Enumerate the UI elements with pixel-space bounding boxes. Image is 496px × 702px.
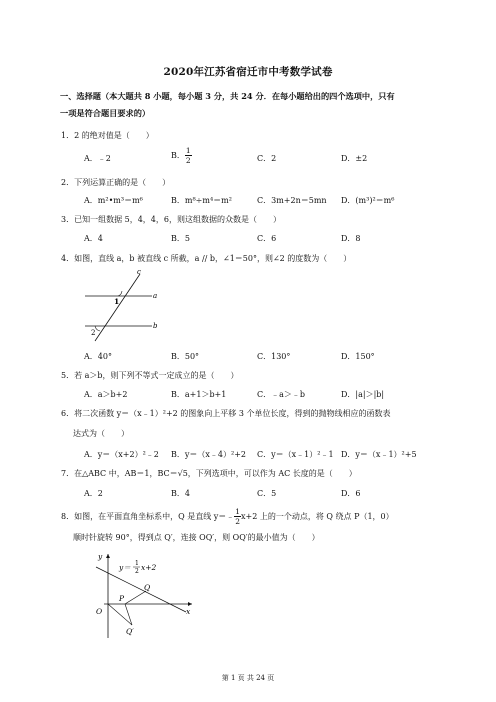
page-footer: 第 1 页 共 24 页: [221, 674, 275, 682]
q3-option-d: D．8: [341, 234, 361, 243]
q8-coordinate-figure: [86, 550, 196, 640]
point-q-prime-label: Q′: [126, 627, 134, 636]
q4-option-d: D．150°: [341, 352, 375, 361]
q4-parallel-lines-figure: [82, 265, 172, 345]
angle-2-label: 2: [91, 329, 96, 337]
section-heading: [60, 88, 440, 122]
q8-stem-fraction-numerator: 1: [235, 507, 241, 516]
q8-stem-suffix: x+2 上的一个动点，将 Q 绕点 P（1，0）: [241, 512, 394, 521]
x-axis-label: x: [186, 607, 191, 616]
q7-option-c: C．5: [257, 489, 277, 498]
section-heading-line1: 一、选择题（本大题共 8 小题，每小题 3 分，共 24 分．在每小题给出的四个选项中，只有: [60, 91, 395, 101]
q2-option-a: A．m²•m³＝m⁶: [84, 196, 143, 205]
q5-option-a: A．a＞b+2: [84, 390, 128, 399]
origin-label: O: [96, 607, 103, 616]
y-axis-arrow: [106, 554, 110, 558]
angle-1-arc: [118, 291, 122, 296]
q2-option-b: B．m⁸÷m⁴＝m²: [171, 196, 232, 205]
question-8-stem: [61, 507, 394, 526]
label-b: b: [153, 322, 158, 330]
question-2-stem: 2．下列运算正确的是（ ）: [61, 178, 171, 187]
line-equation-prefix: y＝: [119, 563, 131, 572]
q8-stem-prefix: 8．如图，在平面直角坐标系中，Q 是直线 y＝﹣: [61, 512, 235, 521]
angle-2-arc: [95, 326, 100, 331]
question-5-stem: 5．若 a＞b，则下列不等式一定成立的是（ ）: [61, 371, 239, 380]
q1-fraction-denominator: 2: [185, 156, 191, 165]
x-axis-arrow: [188, 602, 192, 606]
q1-option-c: C．2: [257, 154, 277, 163]
q3-option-b: B．5: [171, 234, 190, 243]
q5-option-d: D．|a|＞|b|: [341, 390, 385, 399]
label-a: a: [153, 292, 158, 300]
label-c: c: [137, 268, 141, 276]
segment-pq: [125, 591, 146, 604]
q4-option-c: C．130°: [257, 352, 291, 361]
line-equation-denominator: 2: [135, 568, 139, 575]
q4-option-a: A．40°: [84, 352, 112, 361]
line-equation-numerator: 1: [135, 560, 139, 567]
point-p-label: P: [119, 594, 125, 603]
question-4-stem: 4．如图，直线 a，b 被直线 c 所截，a // b，∠1＝50°，则∠2 的度数为（ ）: [61, 254, 352, 263]
q2-option-d: D．(m³)²＝m⁶: [341, 196, 395, 205]
q6-option-a: A．y＝（x+2）²﹣2: [84, 450, 159, 459]
q1-fraction-numerator: 1: [185, 146, 191, 155]
angle-1-label: 1: [114, 297, 120, 306]
question-7-stem: 7．在△ABC 中，AB＝1，BC＝√5，下列选项中，可以作为 AC 长度的是（ ）: [61, 469, 357, 478]
q3-option-c: C．6: [257, 234, 277, 243]
question-8-stem-line2: 顺时针旋转 90°，得到点 Q′，连接 OQ′，则 OQ′的最小值为（ ）: [73, 533, 320, 542]
q7-option-a: A．2: [84, 489, 103, 498]
y-axis-label: y: [98, 552, 103, 561]
page-title: 2020年江苏省宿迁市中考数学试卷: [163, 66, 333, 78]
q7-option-d: D．6: [341, 489, 361, 498]
q7-option-b: B．4: [171, 489, 190, 498]
q1-fraction: [185, 146, 192, 165]
line-equation-suffix: x+2: [141, 563, 157, 572]
q1-option-b: [171, 146, 192, 165]
q6-option-d: D．y＝（x﹣1）²+5: [341, 450, 417, 459]
section-heading-line2: 一项是符合题目要求的）: [60, 108, 151, 118]
question-3-stem: 3．已知一组数据 5，4，4，6，则这组数据的众数是（ ）: [61, 215, 281, 224]
q5-option-c: C．﹣a＞﹣b: [257, 390, 306, 399]
q5-option-b: B．a+1＞b+1: [171, 390, 227, 399]
question-6-stem: 6．将二次函数 y＝（x﹣1）²+2 的图象向上平移 3 个单位长度，得到的抛物线相应的函数表: [61, 409, 391, 418]
q3-option-a: A．4: [84, 234, 103, 243]
point-q-label: Q: [144, 583, 151, 592]
q8-stem-fraction-denominator: 2: [235, 517, 241, 526]
q1-option-d: D．±2: [341, 154, 368, 163]
q6-option-b: B．y＝（x﹣4）²+2: [171, 450, 246, 459]
question-6-stem-line2: 达式为（ ）: [73, 429, 129, 438]
q4-option-b: B．50°: [171, 352, 200, 361]
q1-option-b-label: B．: [171, 151, 185, 160]
line-c: [95, 274, 140, 341]
q1-option-a: A．﹣2: [84, 154, 111, 163]
q2-option-c: C．3m+2n＝5mn: [257, 196, 327, 205]
q6-option-c: C．y＝（x﹣1）²﹣1: [257, 450, 334, 459]
question-1-stem: 1．2 的绝对值是（ ）: [61, 131, 154, 140]
